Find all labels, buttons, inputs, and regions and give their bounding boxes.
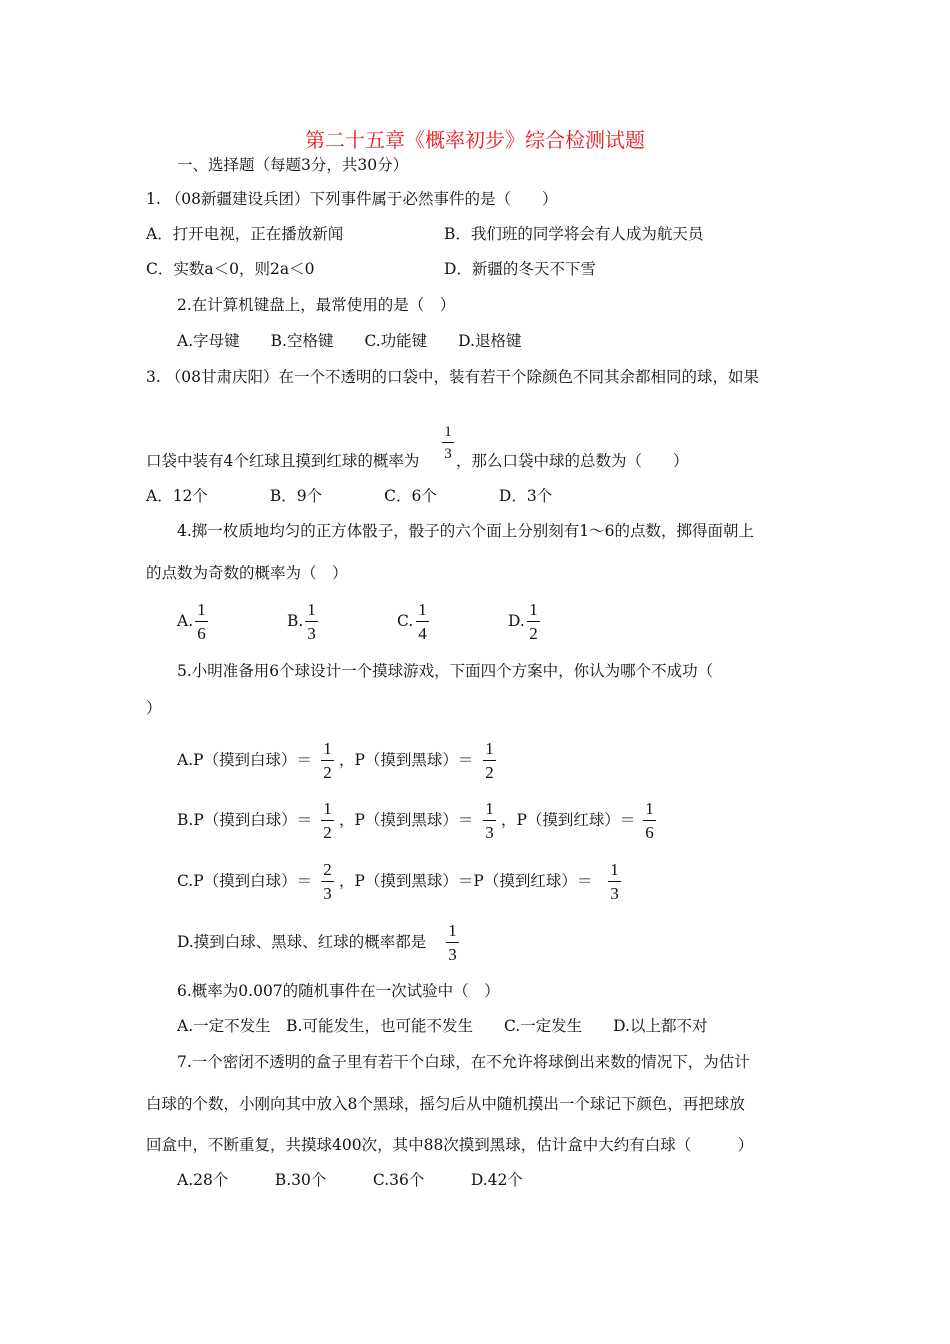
page-title: 第二十五章《概率初步》综合检测试题 <box>305 128 645 152</box>
q5-option-c-fraction2: 1 3 <box>608 861 621 903</box>
q7-stem-line2: 白球的个数，小刚向其中放入8个黑球，摇匀后从中随机摸出一个球记下颜色，再把球放 <box>146 1095 745 1113</box>
q5-stem-line1: 5.小明准备用6个球设计一个摸球游戏，下面四个方案中，你认为哪个不成功（ <box>177 662 714 680</box>
q3-fraction <box>442 424 454 462</box>
q3-fraction-denominator: 3 <box>444 446 452 462</box>
q5-option-b-text3: ，P（摸到红球）＝ <box>501 811 636 829</box>
q5-option-b-fraction3: 1 6 <box>643 800 656 842</box>
q7-stem-line1: 7.一个密闭不透明的盒子里有若干个白球，在不允许将球倒出来数的情况下，为估计 <box>177 1053 750 1071</box>
q5-stem-line2: ） <box>146 699 162 717</box>
q3-options: A．12个 B．9个 C．6个 D．3个 <box>146 487 553 505</box>
q5-option-b-fraction1: 1 2 <box>321 800 334 842</box>
q3-stem-line1: 3. （08甘肃庆阳）在一个不透明的口袋中，装有若干个除颜色不同其余都相同的球，如果 <box>146 368 759 386</box>
q5-option-a-fraction2: 1 2 <box>483 740 496 782</box>
q4-option-c-fraction: 1 4 <box>416 601 429 643</box>
q5-option-b-fraction2: 1 3 <box>483 800 496 842</box>
q5-option-a-text1: A.P（摸到白球）＝ <box>177 751 313 769</box>
q7-options: A.28个 B.30个 C.36个 D.42个 <box>177 1171 523 1189</box>
q4-stem-line1: 4.掷一枚质地均匀的正方体骰子，骰子的六个面上分别刻有1～6的点数，掷得面朝上 <box>177 522 755 540</box>
q5-option-c-text2: ，P（摸到黑球）＝P（摸到红球）＝ <box>339 872 593 890</box>
q2-options: A.字母键 B.空格键 C.功能键 D.退格键 <box>177 332 522 350</box>
q5-option-a-fraction1: 1 2 <box>321 740 334 782</box>
q5-option-b-text1: B.P（摸到白球）＝ <box>177 811 313 829</box>
q5-option-d-text1: D.摸到白球、黑球、红球的概率都是 <box>177 933 427 951</box>
q4-option-b-label: B. <box>287 612 304 630</box>
q7-stem-line3: 回盒中，不断重复，共摸球400次，其中88次摸到黑球，估计盒中大约有白球（ ） <box>146 1136 754 1154</box>
q3-fraction-numerator: 1 <box>444 424 452 440</box>
q5-option-b-text2: ，P（摸到黑球）＝ <box>339 811 474 829</box>
q5-option-a-text2: ，P（摸到黑球）＝ <box>339 751 474 769</box>
q2-stem: 2.在计算机键盘上，最常使用的是（ ） <box>177 296 456 314</box>
q4-option-a-label: A. <box>177 612 194 630</box>
q1-option-b: B．我们班的同学将会有人成为航天员 <box>444 225 704 243</box>
q4-option-b-fraction: 1 3 <box>305 601 318 643</box>
q4-option-a-fraction: 1 6 <box>195 601 208 643</box>
q1-option-d: D．新疆的冬天不下雪 <box>444 260 596 278</box>
q1-option-c: C．实数a＜0，则2a＜0 <box>146 260 315 278</box>
q4-stem-line2: 的点数为奇数的概率为（ ） <box>146 564 348 582</box>
q6-options: A.一定不发生 B.可能发生，也可能不发生 C.一定发生 D.以上都不对 <box>177 1017 708 1035</box>
q4-option-c-label: C. <box>397 612 414 630</box>
q4-option-d-fraction: 1 2 <box>527 601 540 643</box>
q3-stem-line2: 口袋中装有4个红球且摸到红球的概率为 <box>146 452 420 470</box>
q6-stem: 6.概率为0.007的随机事件在一次试验中（ ） <box>177 982 500 1000</box>
q4-option-d-label: D. <box>508 612 525 630</box>
q5-option-c-fraction1: 2 3 <box>321 861 334 903</box>
q1-stem: 1. （08新疆建设兵团）下列事件属于必然事件的是（ ） <box>146 190 558 208</box>
section-heading: 一、选择题（每题3分，共30分） <box>177 156 409 174</box>
q1-option-a: A．打开电视，正在播放新闻 <box>146 225 344 243</box>
q5-option-d-fraction1: 1 3 <box>446 922 459 964</box>
q5-option-c-text1: C.P（摸到白球）＝ <box>177 872 313 890</box>
q3-stem-line2-end: ，那么口袋中球的总数为（ ） <box>456 452 689 470</box>
